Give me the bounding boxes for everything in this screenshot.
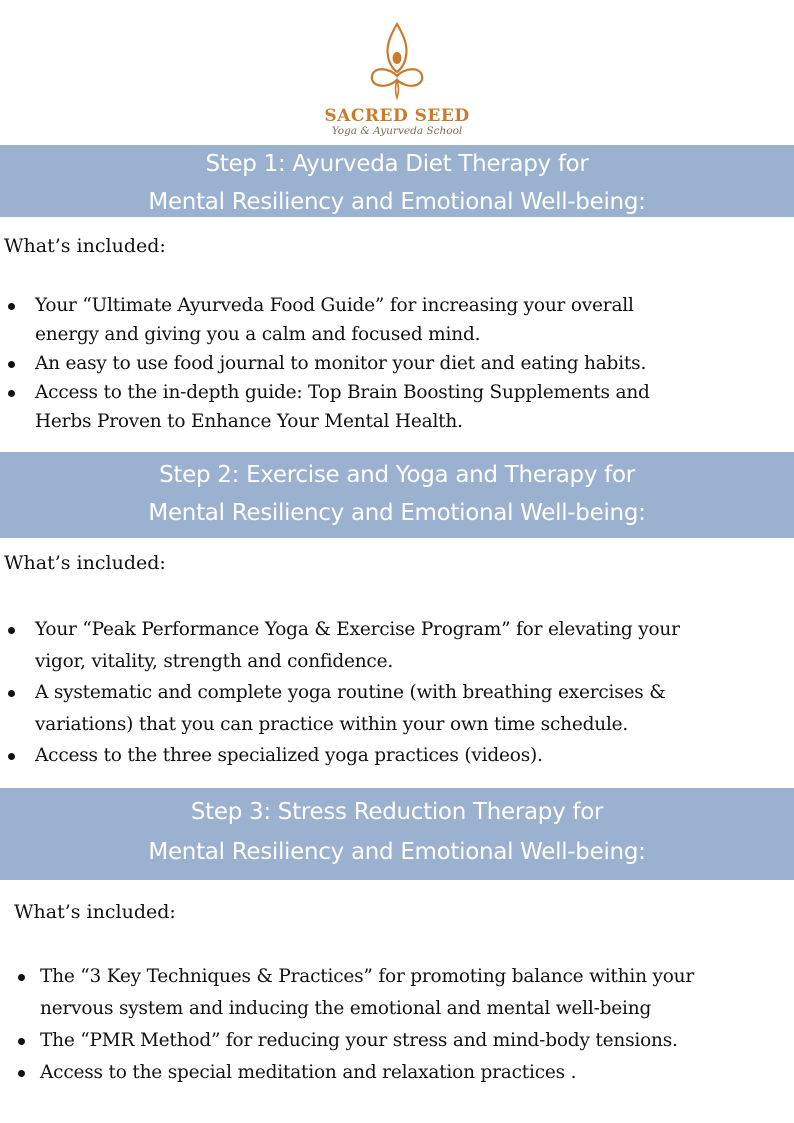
bullet-icon — [8, 753, 15, 760]
list-item-line: energy and giving you a calm and focused mind. — [35, 324, 481, 345]
bullet-icon — [18, 1038, 25, 1045]
step-2-included-label: What’s included: — [4, 552, 166, 574]
step-3-title-line1: Step 3: Stress Reduction Therapy for — [190, 799, 604, 825]
bullet-icon — [8, 690, 15, 697]
list-item — [8, 349, 650, 378]
step-3-list — [18, 961, 694, 1089]
list-item — [8, 291, 650, 349]
list-item — [18, 1057, 694, 1089]
list-item-line: variations) that you can practice within your own time schedule. — [35, 713, 629, 735]
list-item-line: Herbs Proven to Enhance Your Mental Health. — [35, 411, 463, 432]
list-item-line: A systematic and complete yoga routine (with breathing exercises & — [35, 682, 666, 703]
step-2-banner — [0, 452, 794, 538]
step-3-banner — [0, 788, 794, 880]
bullet-icon — [8, 390, 15, 397]
brand-tagline: Yoga & Ayurveda School — [331, 125, 463, 137]
list-item — [8, 677, 680, 740]
step-1-title-line2: Mental Resiliency and Emotional Well-being: — [148, 189, 646, 215]
list-item-line: vigor, vitality, strength and confidence. — [35, 650, 394, 672]
brand-logo — [300, 20, 494, 140]
step-1-included-label: What’s included: — [4, 235, 166, 257]
list-item — [8, 740, 680, 772]
bullet-icon — [18, 1070, 25, 1077]
lotus-flame-icon — [362, 20, 432, 102]
step-2-title-line2: Mental Resiliency and Emotional Well-being: — [148, 500, 646, 526]
step-1-banner — [0, 145, 794, 217]
step-2-title-line1: Step 2: Exercise and Yoga and Therapy for — [159, 462, 635, 488]
brand-name: SACRED SEED — [324, 106, 470, 126]
bullet-icon — [18, 974, 25, 981]
list-item-line: The “3 Key Techniques & Practices” for promoting balance within your — [40, 966, 695, 987]
list-item — [18, 961, 694, 1025]
step-1-list — [8, 291, 650, 436]
step-1-title-line1: Step 1: Ayurveda Diet Therapy for — [205, 151, 589, 177]
list-item — [8, 378, 650, 436]
step-3-included-label: What’s included: — [14, 901, 176, 923]
list-item-line: Access to the special meditation and relaxation practices . — [40, 1062, 577, 1083]
list-item-line: nervous system and inducing the emotional and mental well-being — [40, 998, 652, 1019]
list-item-line: An easy to use food journal to monitor your diet and eating habits. — [35, 353, 647, 374]
list-item — [8, 614, 680, 677]
bullet-icon — [8, 361, 15, 368]
list-item-line: The “PMR Method” for reducing your stress and mind-body tensions. — [40, 1030, 678, 1051]
list-item-line: Your “Ultimate Ayurveda Food Guide” for increasing your overall — [35, 295, 634, 316]
list-item — [18, 1025, 694, 1057]
step-2-list — [8, 614, 680, 772]
step-3-title-line2: Mental Resiliency and Emotional Well-being: — [148, 839, 646, 865]
list-item-line: Access to the in-depth guide: Top Brain Boosting Supplements and — [35, 382, 650, 403]
bullet-icon — [8, 303, 15, 310]
list-item-line: Access to the three specialized yoga practices (videos). — [35, 745, 543, 766]
bullet-icon — [8, 627, 15, 634]
list-item-line: Your “Peak Performance Yoga & Exercise Program” for elevating your — [35, 619, 680, 640]
